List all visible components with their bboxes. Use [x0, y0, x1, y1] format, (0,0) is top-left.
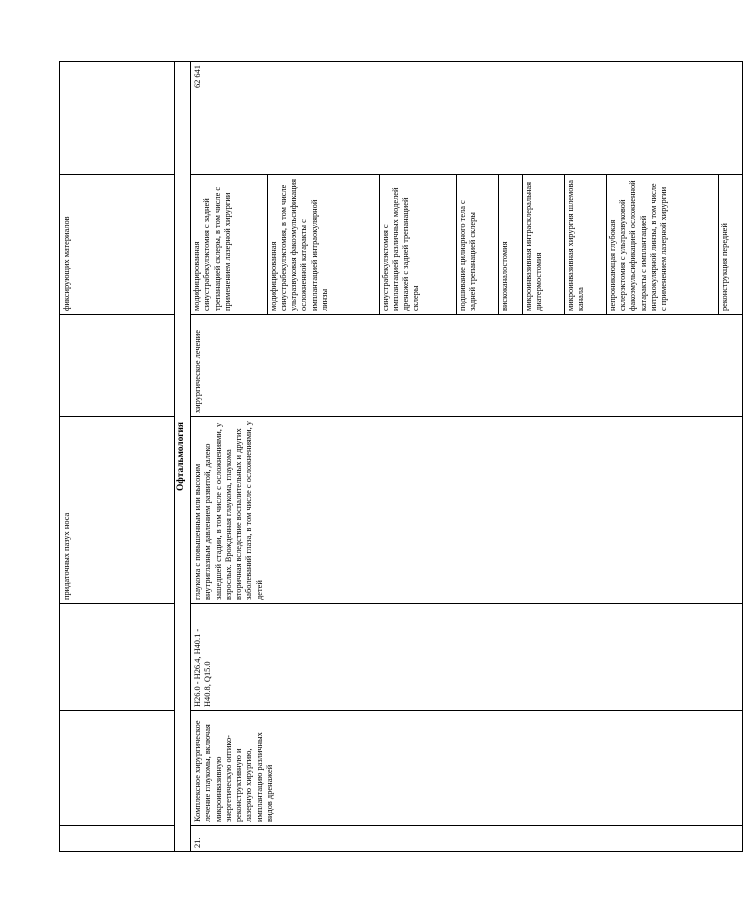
- list-item: модифицированная синустрабекулэктомия с задней трепанацией склеры, в том числе с применением лазерной хирургии: [191, 175, 267, 314]
- cont-cell-1: [60, 826, 175, 852]
- row-number: 21.: [191, 826, 743, 852]
- row-methods: [191, 175, 743, 315]
- list-item: микроинвазивная интрасклеральная диатермостомия: [523, 175, 565, 314]
- methods-list: [191, 175, 742, 314]
- row-codes: H26.0 - H26.4, H40.1 - H40.8, Q15.0: [191, 604, 743, 711]
- list-item: синустрабекулэктомия с имплантацией различных моделей дренажей с задней трепанацией склеры: [379, 175, 456, 314]
- list-item: подшивание цилиарного тела с задней трепанацией склеры: [456, 175, 498, 314]
- treatment-table: [59, 61, 743, 852]
- table-row: [191, 62, 743, 852]
- continuation-row: [60, 62, 175, 852]
- cont-cell-7: [60, 62, 175, 175]
- row-price: 62 641: [191, 62, 743, 175]
- list-item: модифицированная синустрабекулэктомия, в том числе ультразвуковая факоэмульсификация осложненной катаракты с имплантацией интраокулярной линзы: [267, 175, 379, 314]
- row-model: глаукома с повышенным или высоким внутриглазным давлением развитой, далеко зашедшей стадии, в том числе с осложнениями, у взрослых. Врожденная глаукома, глаукома вторичная вследствие воспалительных и других заболеваний глаза, в том числе с осложнениями, у детей: [191, 417, 743, 604]
- row-treatment: хирургическое лечение: [191, 315, 743, 417]
- list-item: микроинвазивная хирургия шлемова канала: [564, 175, 606, 314]
- cont-cell-2: [60, 711, 175, 826]
- list-item: непроникающая глубокая склерэктомия с ультразвуковой факоэмульсификацией осложненной катаракты с имплантацией интраокулярной линзы, в том числе с применением лазерной хирургии: [606, 175, 718, 314]
- cont-cell-model: придаточных пазух носа: [60, 417, 175, 604]
- row-name: Комплексное хирургическое лечение глаукомы, включая микроинвазивную энергетическую оптико-реконструктивную и лазерную хирургию, имплантацию различных видов дренажей: [191, 711, 743, 826]
- section-title: Офтальмология: [175, 62, 191, 852]
- cont-cell-method: фиксирующих материалов: [60, 175, 175, 315]
- cont-cell-5: [60, 315, 175, 417]
- cont-cell-3: [60, 604, 175, 711]
- list-item: реконструкция передней: [719, 223, 729, 311]
- list-item: вискоканалостомия: [498, 175, 522, 314]
- rotated-page: [59, 62, 729, 852]
- section-row: [175, 62, 191, 852]
